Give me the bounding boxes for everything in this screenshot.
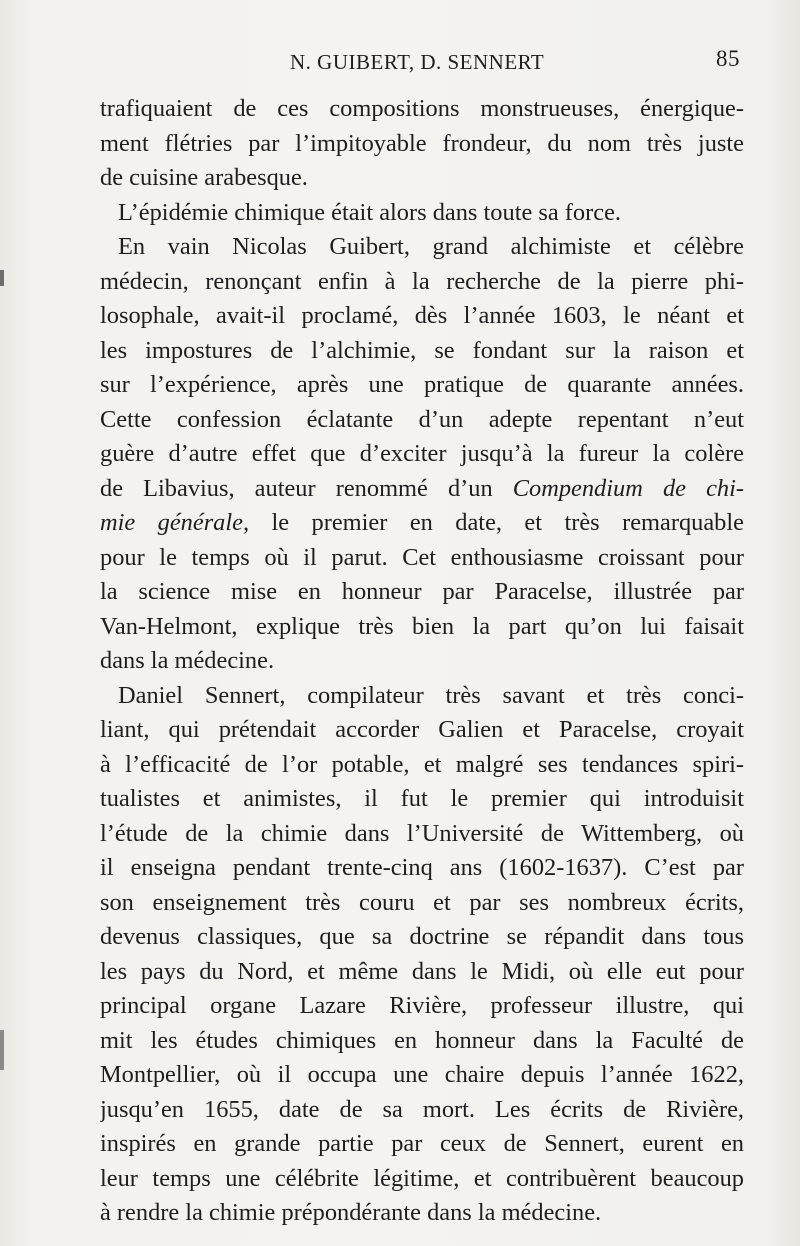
text-line-mixed [100,472,744,507]
italic-title: mie générale, [100,509,250,536]
italic-title: Compendium de chi- [512,474,744,502]
text-line: dans la médecine. [100,647,275,674]
text-line: losophale, avait-il proclamé, dès l’année 1603, le néant et [100,302,744,329]
text-line-mixed [100,506,744,541]
text-line: guère d’autre effet que d’exciter jusqu’à la fureur la colère [100,440,744,467]
text-line: la science mise en honneur par Paracelse, illustrée par [100,578,744,605]
running-title: N. GUIBERT, D. SENNERT [290,50,545,74]
text-line: il enseigna pendant trente-cinq ans (1602-1637). C’est par [100,854,744,881]
text-line: mit les études chimiques en honneur dans la Faculté de [100,1026,744,1054]
text-line: son enseignement très couru et par ses nombreux écrits, [100,888,744,916]
text-segment: de Libavius, auteur renommé d’un [100,474,513,502]
text-line: tualistes et animistes, il fut le premier qui introduisit [100,785,744,812]
text-line: liant, qui prétendait accorder Galien et Paracelse, croyait [100,716,744,743]
text-line: les pays du Nord, et même dans le Midi, où elle eut pour [100,957,744,985]
left-binding-mark [0,270,4,286]
text-line: leur temps une célébrite légitime, et contribuèrent beaucoup [100,1164,744,1192]
text-line: sur l’expérience, après une pratique de quarante années. [100,371,744,398]
text-line: ment flétries par l’impitoyable frondeur, du nom très juste [100,129,744,157]
text-line: Cette confession éclatante d’un adepte repentant n’eut [100,405,744,433]
text-line: L’épidémie chimique était alors dans toute sa force. [118,198,621,226]
text-line: inspirés en grande partie par ceux de Sennert, eurent en [100,1130,744,1157]
text-line: médecin, renonçant enfin à la recherche de la pierre phi- [100,267,744,295]
text-segment: le premier en date, et très remarquable [249,509,744,536]
left-binding-mark-lower [0,1030,4,1070]
text-line: les impostures de l’alchimie, se fondant sur la raison et [100,336,744,364]
text-line: En vain Nicolas Guibert, grand alchimiste et célèbre [118,233,744,260]
body-text [100,92,744,1231]
text-line: jusqu’en 1655, date de sa mort. Les écrits de Rivière, [100,1095,744,1123]
text-line: devenus classiques, que sa doctrine se répandit dans tous [100,923,744,950]
text-line: principal organe Lazare Rivière, professeur illustre, qui [100,992,744,1019]
text-line: l’étude de la chimie dans l’Université de Wittemberg, où [100,819,744,847]
text-line: Montpellier, où il occupa une chaire depuis l’année 1622, [100,1061,744,1088]
text-line: de cuisine arabesque. [100,164,308,191]
text-line: à rendre la chimie prépondérante dans la médecine. [100,1199,602,1226]
text-line: à l’efficacité de l’or potable, et malgré ses tendances spiri- [100,750,744,778]
text-line: Daniel Sennert, compilateur très savant et très conci- [118,681,744,709]
text-line: trafiquaient de ces compositions monstrueuses, énergique- [100,95,744,122]
page-header [100,46,740,78]
text-line: pour le temps où il parut. Cet enthousiasme croissant pour [100,543,744,571]
text-line: Van-Helmont, explique très bien la part qu’on lui faisait [100,612,744,640]
page-number: 85 [716,46,740,71]
